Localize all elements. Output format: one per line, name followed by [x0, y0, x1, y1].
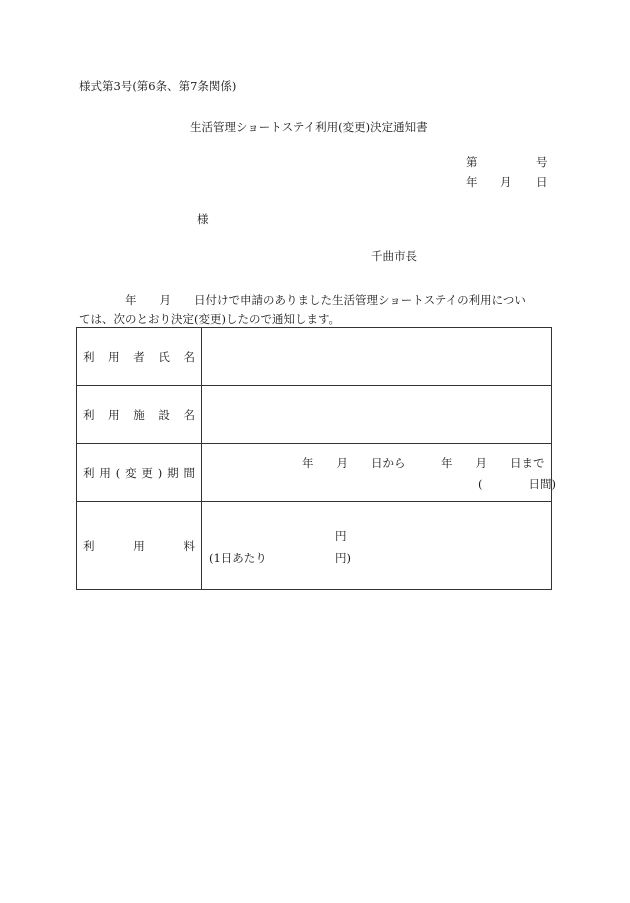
- user-name-label: 利用者氏名: [77, 328, 202, 386]
- fee-yen: 円: [335, 529, 347, 543]
- usage-details-table: [76, 327, 556, 590]
- table-row: [77, 328, 552, 386]
- doc-number-suffix: 号: [536, 155, 548, 169]
- body-paragraph: [79, 291, 551, 329]
- document-title: 生活管理ショートステイ利用(変更)決定通知書: [190, 120, 428, 134]
- table-row: [77, 386, 552, 444]
- issuer-name: 千曲市長: [371, 249, 417, 263]
- user-name-value: [202, 328, 552, 386]
- usage-period-label: 利用(変更)期間: [77, 444, 202, 502]
- body-line-1: 年 月 日付けで申請のありました生活管理ショートステイの利用につい: [79, 293, 526, 307]
- body-line-2: ては、次のとおり決定(変更)したので通知します。: [79, 312, 341, 326]
- date-year-label: 年: [466, 175, 478, 189]
- usage-fee-label: 利用料: [77, 502, 202, 590]
- facility-name-label: 利用施設名: [77, 386, 202, 444]
- doc-number-prefix: 第: [466, 155, 478, 169]
- period-from: 年 月 日から: [302, 456, 406, 470]
- usage-period-value: [202, 444, 556, 502]
- date-month-label: 月: [500, 175, 512, 189]
- period-to: 年 月 日まで: [441, 456, 545, 470]
- form-number-label: 様式第3号(第6条、第7条関係): [79, 79, 237, 93]
- table-row: [77, 502, 552, 590]
- period-days: ( 日間): [478, 477, 556, 491]
- usage-fee-value: [202, 502, 552, 590]
- table-row: [77, 444, 552, 502]
- fee-per-day-prefix: (1日あたり: [209, 551, 267, 565]
- date-day-label: 日: [536, 175, 548, 189]
- facility-name-value: [202, 386, 552, 444]
- addressee-honorific: 様: [197, 212, 209, 226]
- fee-per-day-suffix: 円): [335, 551, 351, 565]
